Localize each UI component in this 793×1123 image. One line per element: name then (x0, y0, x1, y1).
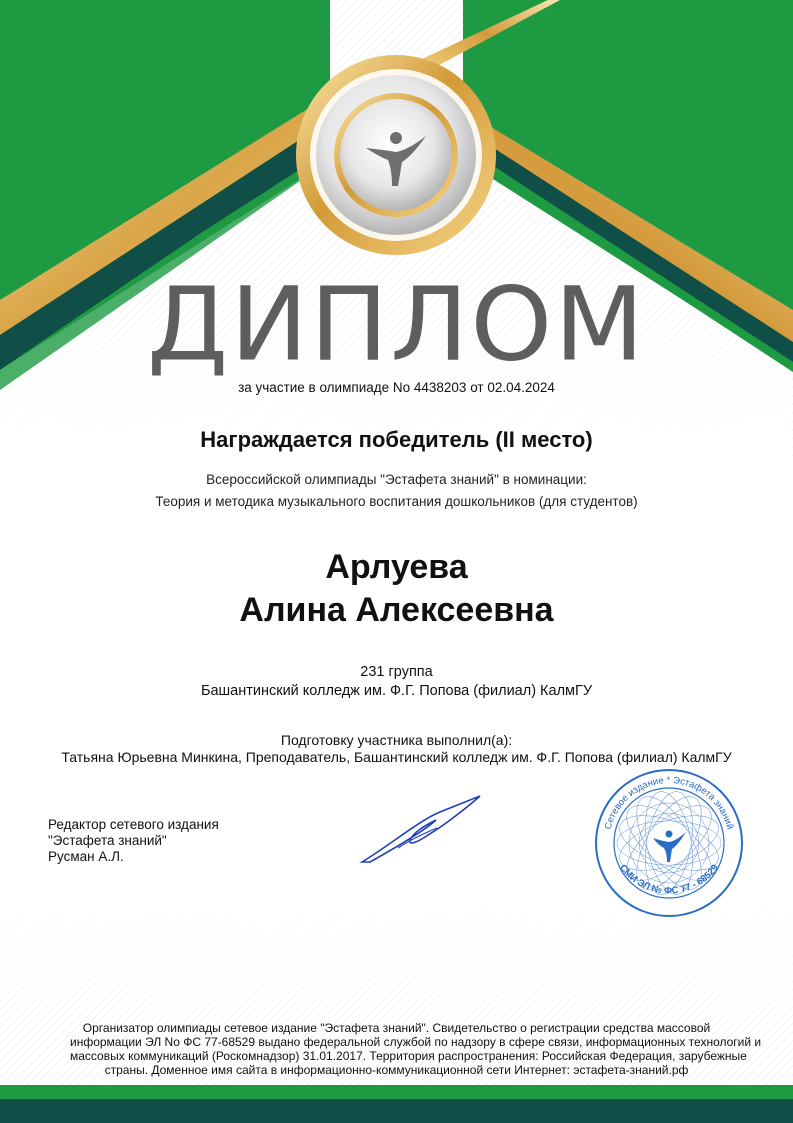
editor-line2: "Эстафета знаний" (48, 833, 167, 848)
stamp-seal-icon (596, 770, 742, 916)
editor-line3: Русман А.Л. (48, 849, 124, 864)
stamp-top-text: Сетевое издание * Эстафета знаний (602, 774, 736, 831)
recipient-given-names: Алина Алексеевна (239, 591, 554, 629)
recipient-college: Башантинский колледж им. Ф.Г. Попова (филиал) КалмГУ (200, 683, 593, 699)
diploma-title: ДИПЛОМ (146, 264, 647, 384)
recipient-group: 231 группа (360, 664, 433, 680)
footer-line2: информации ЭЛ No ФС 77-68529 выдано федеральной службой по надзору в сфере связи, информационных технологий и (70, 1035, 762, 1049)
footer-line4: страны. Доменное имя сайта в информационно-коммуникационной сети Интернет: эстафета-знаний.рф (104, 1063, 689, 1077)
award-heading: Награждается победитель (II место) (200, 427, 593, 452)
editor-block (48, 817, 219, 865)
nomination-line1: Всероссийской олимпиады "Эстафета знаний" в номинации: (206, 472, 587, 487)
medal-logo-icon (296, 55, 496, 255)
editor-line1: Редактор сетевого издания (48, 817, 219, 832)
preparer-value: Татьяна Юрьевна Минкина, Преподаватель, Башантинский колледж им. Ф.Г. Попова (филиал) КалмГУ (61, 749, 732, 765)
recipient-surname: Арлуева (325, 548, 468, 586)
footer-text (70, 1021, 762, 1077)
diploma-subtitle: за участие в олимпиаде No 4438203 от 02.04.2024 (238, 380, 555, 395)
signature-icon (362, 796, 480, 862)
stamp-bottom-text: СМИ ЭЛ № ФС 77 - 68529 (617, 862, 721, 897)
nomination-line2: Теория и методика музыкального воспитания дошкольников (для студентов) (155, 494, 638, 509)
footer-line3: массовых коммуникаций (Роскомнадзор) 31.01.2017. Территория распространения: Российская Федерация, зарубежные (70, 1049, 747, 1063)
preparer-label: Подготовку участника выполнил(а): (280, 732, 513, 748)
footer-line1: Организатор олимпиады сетевое издание "Эстафета знаний". Свидетельство о регистрации средства массовой (82, 1021, 711, 1035)
